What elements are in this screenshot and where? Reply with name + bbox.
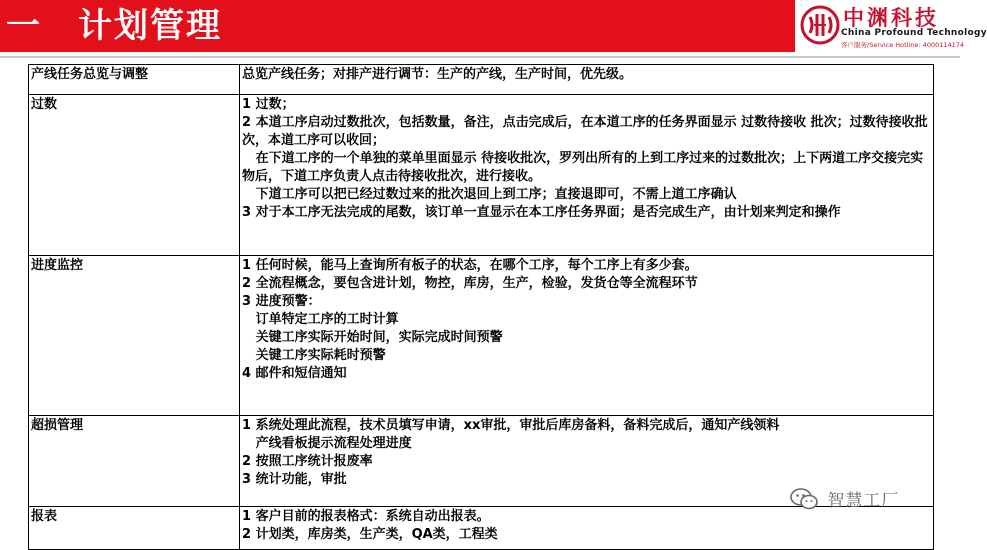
description-line: 在下道工序的一个单独的菜单里面显示 待接收批次，罗列出所有的上到工序过来的过数批次；上下两道工序交接完实物后，下道工序负责人点击待接收批次，进行接收。 bbox=[242, 151, 924, 184]
table-body bbox=[29, 65, 934, 550]
description-line: 1 客户目前的报表格式：系统自动出报表。 bbox=[242, 509, 490, 524]
description-line: 关键工序实际耗时预警 bbox=[242, 348, 386, 363]
description-cell bbox=[240, 65, 934, 95]
category-cell: 报表 bbox=[29, 507, 240, 550]
description-line: 产线看板提示流程处理进度 bbox=[242, 436, 412, 451]
slide-title bbox=[6, 4, 222, 48]
description-cell bbox=[240, 95, 934, 256]
header-divider bbox=[0, 56, 960, 58]
title-number: 一 bbox=[6, 6, 42, 46]
description-line: 总览产线任务；对排产进行调节：生产的产线，生产时间，优先级。 bbox=[242, 67, 633, 82]
description-line: 3 对于本工序无法完成的尾数，该订单一直显示在本工序任务界面；是否完成生产，由计划来判定和操作 bbox=[242, 205, 841, 220]
category-cell: 进度监控 bbox=[29, 256, 240, 416]
watermark bbox=[790, 486, 899, 510]
description-line: 1 过数； bbox=[242, 97, 295, 112]
company-logo bbox=[797, 0, 987, 54]
wechat-icon bbox=[790, 488, 818, 510]
description-cell bbox=[240, 256, 934, 416]
table-row bbox=[29, 256, 934, 416]
logo-name-en: China Profound Technology bbox=[841, 28, 987, 38]
logo-name-cn: 中渊科技 bbox=[843, 5, 939, 30]
description-cell bbox=[240, 507, 934, 550]
description-line: 3 进度预警： bbox=[242, 294, 321, 309]
description-line: 下道工序可以把已经过数过来的批次退回上到工序；直接退即可，不需上道工序确认 bbox=[242, 187, 737, 202]
description-line: 关键工序实际开始时间，实际完成时间预警 bbox=[242, 330, 503, 345]
description-line: 2 按照工序统计报废率 bbox=[242, 454, 373, 469]
category-cell: 产线任务总览与调整 bbox=[29, 65, 240, 95]
description-line: 订单特定工序的工时计算 bbox=[242, 312, 399, 327]
table-row bbox=[29, 507, 934, 550]
description-line: 2 全流程概念，要包含进计划，物控，库房，生产，检验，发货仓等全流程环节 bbox=[242, 276, 698, 291]
description-line: 2 计划类，库房类，生产类，QA类，工程类 bbox=[242, 527, 498, 542]
description-line: 1 系统处理此流程，技术员填写申请，xx审批，审批后库房备料，备料完成后，通知产线领料 bbox=[242, 418, 780, 433]
logo-hotline: 客户服务/Service Hotline: 4000114174 bbox=[841, 41, 965, 49]
description-line: 3 统计功能，审批 bbox=[242, 472, 347, 487]
table-row bbox=[29, 95, 934, 256]
description-line: 1 任何时候，能马上查询所有板子的状态，在哪个工序，每个工序上有多少套。 bbox=[242, 258, 698, 273]
category-cell: 过数 bbox=[29, 95, 240, 256]
description-line: 2 本道工序启动过数批次，包括数量，备注，点击完成后，在本道工序的任务界面显示 过数待接收 批次；过数待接收批次，本道工序可以收回； bbox=[242, 115, 928, 148]
title-bar bbox=[0, 0, 795, 52]
description-line: 4 邮件和短信通知 bbox=[242, 366, 347, 381]
plan-management-table bbox=[28, 64, 934, 550]
title-label: 计划管理 bbox=[78, 6, 222, 46]
slide-header bbox=[0, 0, 987, 56]
zhongyuan-logo-mark-icon bbox=[800, 5, 840, 45]
category-cell: 超损管理 bbox=[29, 416, 240, 507]
watermark-text: 智慧工厂 bbox=[827, 491, 900, 511]
table-row bbox=[29, 65, 934, 95]
